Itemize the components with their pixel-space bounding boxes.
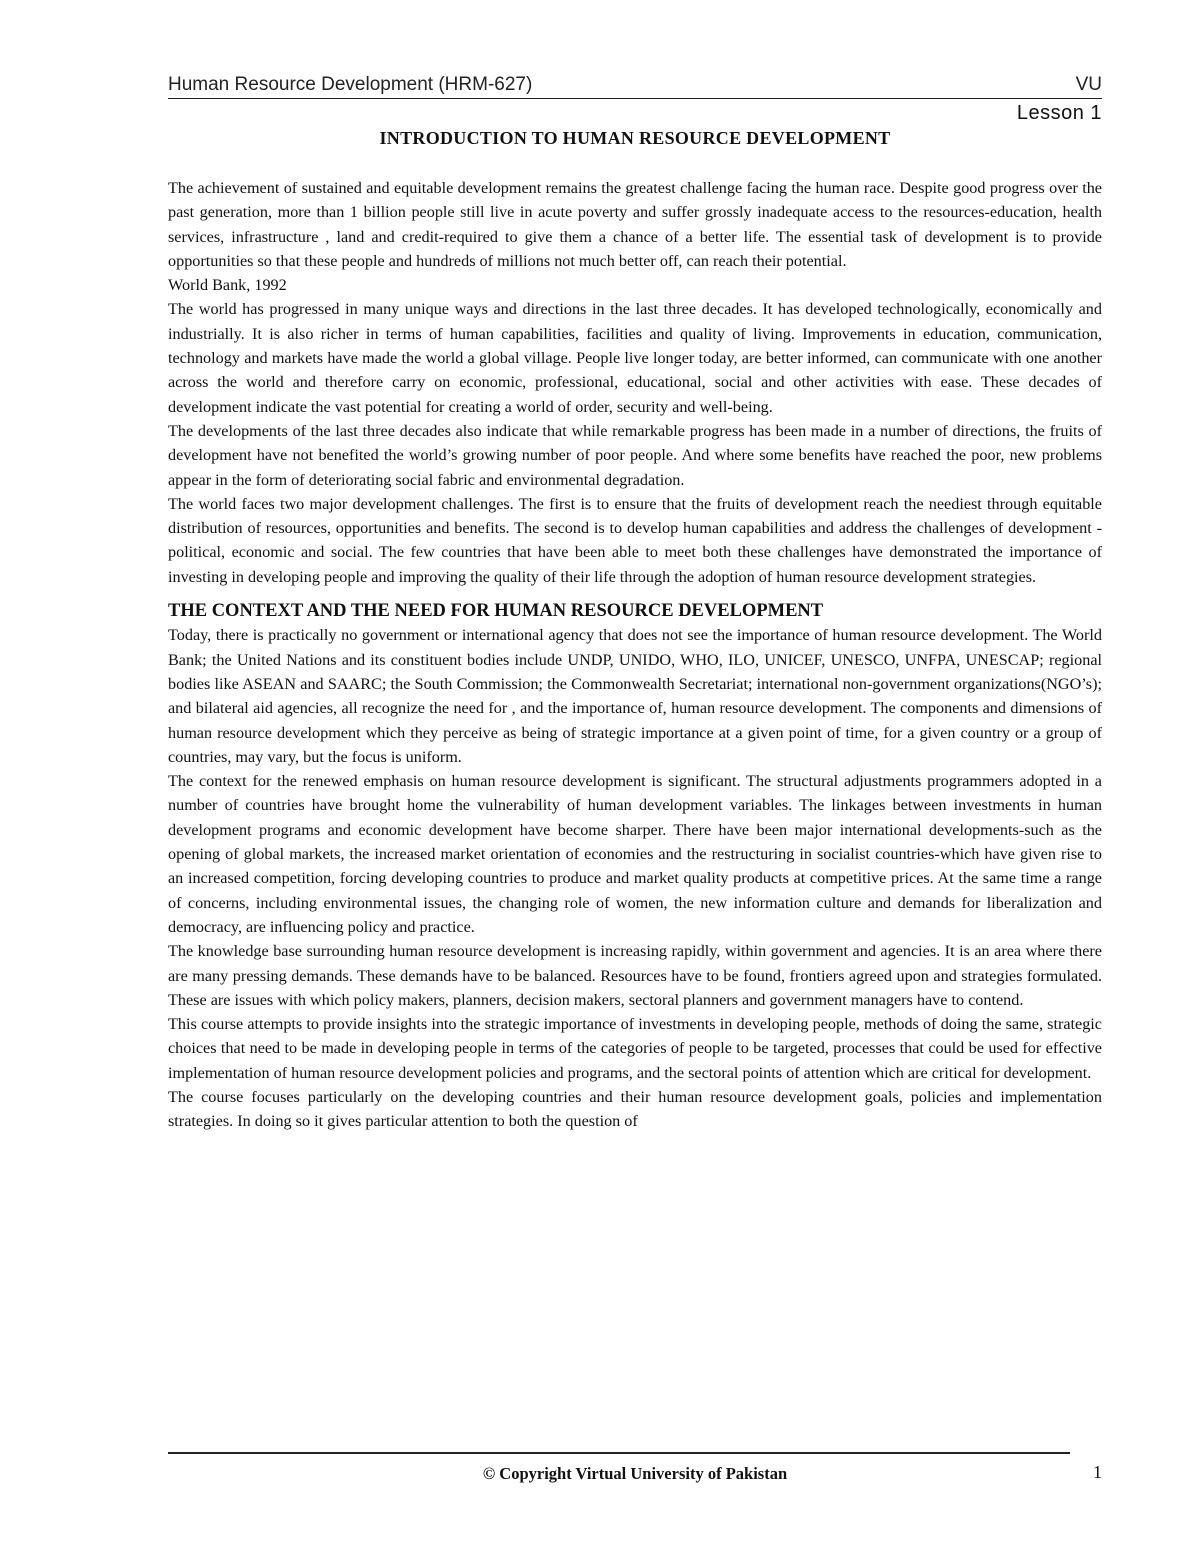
- copyright-notice: © Copyright Virtual University of Pakistan: [482, 1464, 788, 1483]
- page-header: [168, 70, 1102, 99]
- section-heading: THE CONTEXT AND THE NEED FOR HUMAN RESOURCE DEVELOPMENT: [168, 601, 824, 622]
- course-title: Human Resource Development (HRM-627): [168, 74, 533, 95]
- intro-paragraph: The world faces two major development challenges. The first is to ensure that the fruits of development reach the neediest through equitable distribution of resources, opportunities and benefits. The second is to develop human capabilities and address the challenges of development - political, economic and social. The few countries that have been able to meet both these challenges have demonstrated the importance of investing in developing people and improving the quality of their life through the adoption of human resource development strategies.: [168, 494, 1102, 586]
- page-number: 1: [1093, 1462, 1102, 1482]
- institution-abbr: VU: [1075, 74, 1102, 95]
- quote-attribution: World Bank, 1992: [168, 276, 287, 295]
- lesson-label: Lesson 1: [1016, 102, 1102, 124]
- footer-divider: [168, 1452, 1070, 1454]
- intro-paragraph: The world has progressed in many unique ways and directions in the last three decades. It has developed technologically, economically and industrially. It is also richer in terms of human capabilities, facilities and quality of living. Improvements in education, communication, technology and markets have made the world a global village. People live longer today, are better informed, can communicate with one another across the world and therefore carry on economic, professional, educational, social and other activities with ease. These decades of development indicate the vast potential for creating a world of order, security and well-being.: [168, 300, 1102, 416]
- section-paragraph: This course attempts to provide insights into the strategic importance of investments in developing people, methods of doing the same, strategic choices that need to be made in developing people in terms of the categories of people to be targeted, processes that could be used for effective implementation of human resource development policies and programs, and the sectoral points of attention which are critical for development.: [168, 1015, 1102, 1082]
- intro-quote: The achievement of sustained and equitable development remains the greatest challenge facing the human race. Despite good progress over the past generation, more than 1 billion people still live in acute poverty and suffer grossly inadequate access to the resources-education, health services, infrastructure , land and credit-required to give them a chance of a better life. The essential task of development is to provide opportunities so that these people and hundreds of millions not much better off, can reach their potential.: [168, 179, 1102, 270]
- section-paragraph: Today, there is practically no government or international agency that does not see the importance of human resource development. The World Bank; the United Nations and its constituent bodies include UNDP, UNIDO, WHO, ILO, UNICEF, UNESCO, UNFPA, UNESCAP; regional bodies like ASEAN and SAARC; the South Commission; the Commonwealth Secretariat; international non-government organizations(NGO’s); and bilateral aid agencies, all recognize the need for , and the importance of, human resource development. The components and dimensions of human resource development which they perceive as being of strategic importance at a given point of time, for a given country or a group of countries, may vary, but the focus is uniform.: [168, 626, 1102, 766]
- section-paragraph: The course focuses particularly on the developing countries and their human resource development goals, policies and implementation strategies. In doing so it gives particular attention to both the question of: [168, 1087, 1102, 1131]
- document-title: INTRODUCTION TO HUMAN RESOURCE DEVELOPMENT: [379, 128, 891, 148]
- section-paragraph: The context for the renewed emphasis on human resource development is significant. The structural adjustments programmers adopted in a number of countries have brought home the vulnerability of human development variables. The linkages between investments in human development programs and economic development have become sharper. There have been major international developments-such as the opening of global markets, the increased market orientation of economies and the restructuring in socialist countries-which have given rise to an increased competition, forcing developing countries to produce and market quality products at competitive prices. At the same time a range of concerns, including environmental issues, the changing role of women, the new information culture and demands for liberalization and democracy, are influencing policy and practice.: [168, 772, 1102, 936]
- intro-paragraph: The developments of the last three decades also indicate that while remarkable progress has been made in a number of directions, the fruits of development have not benefited the world’s growing number of poor people. And where some benefits have reached the poor, new problems appear in the form of deteriorating social fabric and environmental degradation.: [168, 421, 1102, 489]
- document-body: [168, 176, 1102, 1134]
- section-paragraph: The knowledge base surrounding human resource development is increasing rapidly, within government and agencies. It is an area where there are many pressing demands. These demands have to be balanced. Resources have to be found, frontiers agreed upon and strategies formulated. These are issues with which policy makers, planners, decision makers, sectoral planners and government managers have to contend.: [168, 942, 1102, 1009]
